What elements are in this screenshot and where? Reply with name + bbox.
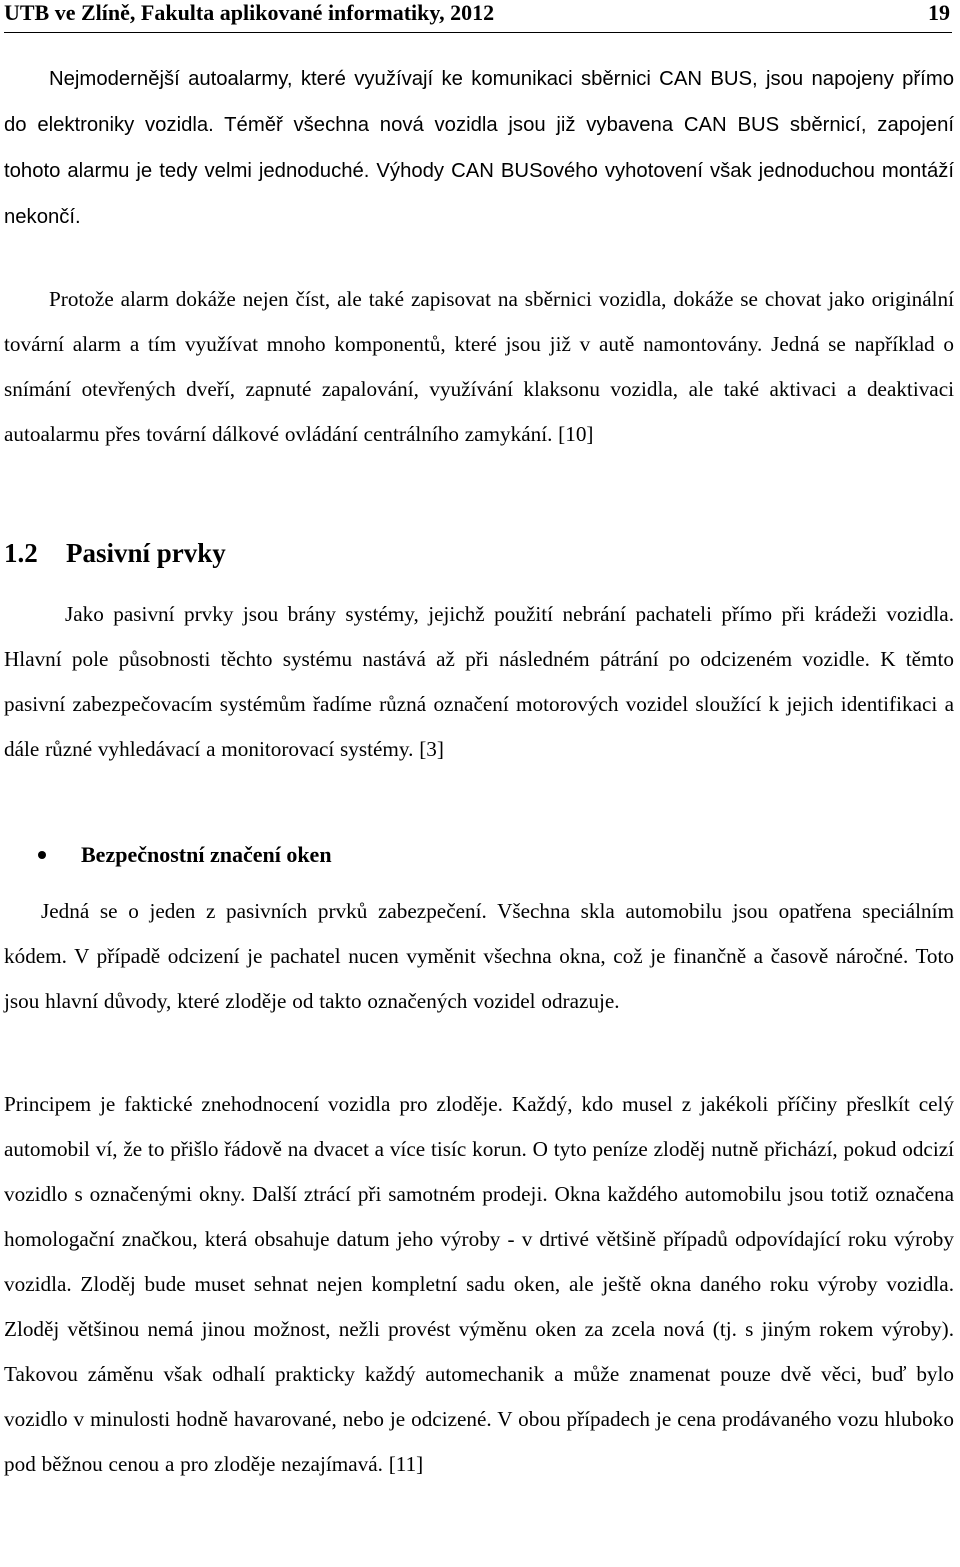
header-title: UTB ve Zlíně, Fakulta aplikované informatiky, 2012	[4, 0, 495, 25]
section-heading	[4, 533, 226, 573]
bullet-label: Bezpečnostní značení oken	[81, 842, 332, 867]
section-title: Pasivní prvky	[66, 538, 226, 568]
section-number: 1.2	[4, 538, 38, 568]
paragraph-can-bus-intro-text: Nejmodernější autoalarmy, které využívají ke komunikaci sběrnici CAN BUS, jsou napojeny přímo do elektroniky vozidla. Téměř všechna nová vozidla jsou již vybavena CAN BUS sběrnicí, zapojení tohoto alarmu je tedy velmi jednoduché. Výhody CAN BUSového vyhotovení však jednoduchou montáží nekončí.	[4, 68, 954, 228]
page-number: 19	[928, 0, 950, 25]
bullet-dot-icon	[38, 851, 46, 859]
page-header	[4, 0, 952, 33]
paragraph-can-bus-intro	[4, 56, 954, 240]
paragraph-principle: Principem je faktické znehodnocení vozidla pro zloděje. Každý, kdo musel z jakékoli příčiny přeslkít celý automobil ví, že to přišlo řádově na dvacet a více tisíc korun. O tyto peníze zloděj nutně přichází, pokud odcizí vozidlo s označenými okny. Další ztrácí při samotném prodeji. Okna každého automobilu jsou totiž označena homologační značkou, která obsahuje datum jeho výroby - v drtivé většině případů odpovídající roku výroby vozidla. Zloděj bude muset sehnat nejen kompletní sadu oken, ale ještě okna daného roku výroby vozidla. Zloděj většinou nemá jinou možnost, nežli provést výměnu oken za zcela nová (tj. s jiným rokem výroby). Takovou záměnu však odhalí prakticky každý automechanik a může znamenat pouze dvě věci, buď bylo vozidlo v minulosti hodně havarované, nebo je odcizené. V obou případech je cena prodávaného vozu hluboko pod běžnou cenou a pro zloděje nezajímavá. [11]	[4, 1092, 954, 1476]
paragraph-passive-elements: Jako pasivní prvky jsou brány systémy, jejichž použití nebrání pachateli přímo při krádeži vozidla. Hlavní pole působnosti těchto systému nastává až při následném pátrání po odcizeném vozidle. K těmto pasivní zabezpečovacím systémům řadíme různá označení motorových vozidel sloužící k jejich identifikaci a dále různé vyhledávací a monitorovací systémy. [3]	[4, 602, 954, 761]
paragraph-alarm-bus-features: Protože alarm dokáže nejen číst, ale také zapisovat na sběrnici vozidla, dokáže se chovat jako originální tovární alarm a tím využívat mnoho komponentů, které jsou již v autě namontovány. Jedná se například o snímání otevřených dveří, zapnuté zapalování, využívání klaksonu vozidla, ale také aktivaci a deaktivaci autoalarmu přes tovární dálkové ovládání centrálního zamykání. [10]	[4, 287, 954, 446]
paragraph-window-marking: Jedná se o jeden z pasivních prvků zabezpečení. Všechna skla automobilu jsou opatřena speciálním kódem. V případě odcizení je pachatel nucen vyměnit všechna okna, což je finančně a časově náročné. Toto jsou hlavní důvody, které zloděje od takto označených vozidel odrazuje.	[4, 899, 954, 1013]
